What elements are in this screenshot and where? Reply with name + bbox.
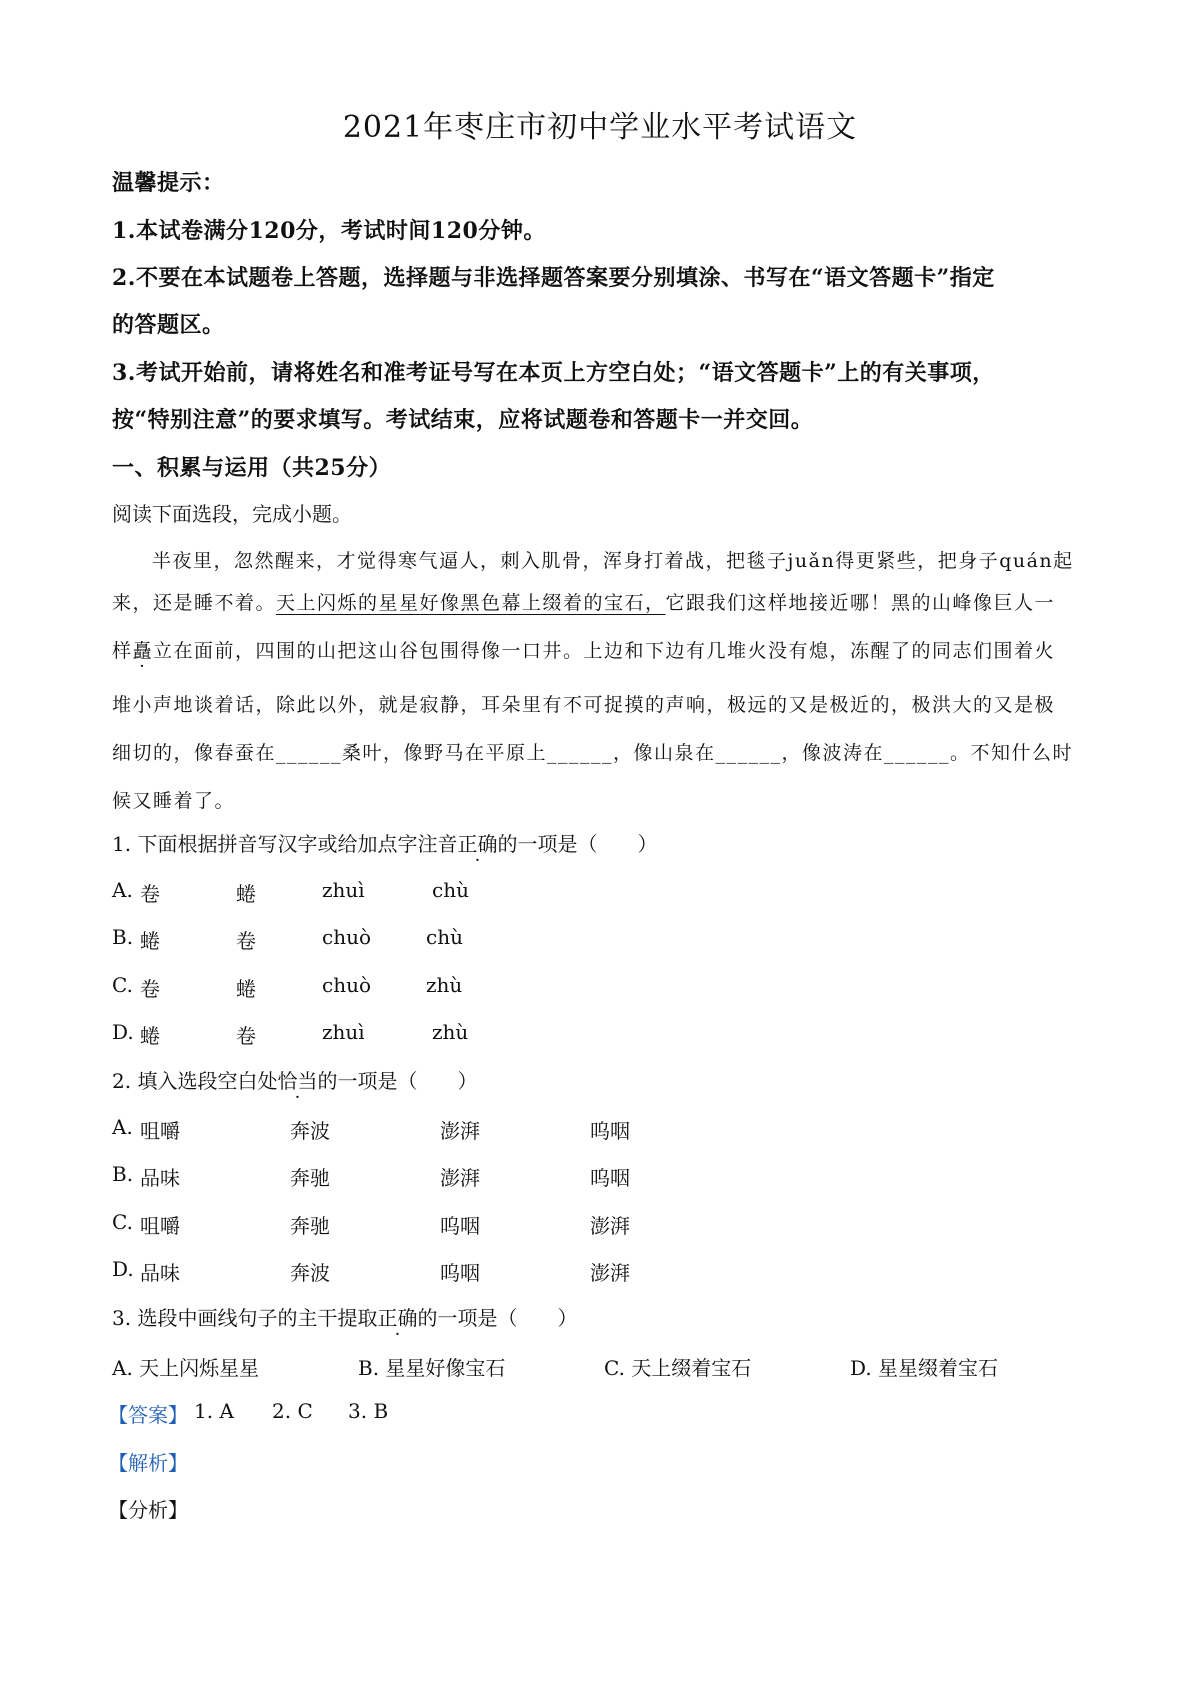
option-item: 澎湃	[590, 1261, 630, 1285]
option-item: 天上闪烁星星	[139, 1356, 260, 1380]
option-item: 奔波	[290, 1119, 330, 1143]
option-letter: C.	[112, 1210, 133, 1234]
page-title: 2021年枣庄市初中学业水平考试语文	[342, 110, 858, 145]
option-item: chuò	[322, 973, 372, 997]
q3-stem-text: 3. 选段中画线句子的主干提取	[112, 1306, 378, 1330]
section-heading: 一、积累与运用（共25分）	[112, 455, 392, 481]
answer-2: 2. C	[272, 1399, 313, 1423]
passage-line-5: 细切的，像春蚕在______桑叶，像野马在平原上______，像山泉在______，像波涛在______。不知什么时	[112, 742, 1074, 764]
option-letter: D.	[112, 1020, 134, 1044]
fenxi-tag: 【分析】	[108, 1498, 188, 1522]
option-letter: C.	[604, 1356, 625, 1380]
option-item: 天上缀着宝石	[631, 1356, 752, 1380]
option-letter: D.	[112, 1257, 134, 1281]
passage-text: 来，还是睡不着。	[112, 592, 277, 614]
option-item: chù	[432, 878, 469, 902]
answer-tag: 【答案】	[108, 1403, 188, 1427]
option-letter: A.	[112, 1356, 133, 1380]
option-item: 蜷	[236, 977, 256, 1001]
option-item: 卷	[140, 977, 160, 1001]
tip-3b: 按“特别注意”的要求填写。考试结束，应将试题卷和答题卡一并交回。	[112, 407, 814, 433]
option-item: 呜咽	[440, 1261, 480, 1285]
option-item: chuò	[322, 925, 372, 949]
option-item: 星星好像宝石	[385, 1356, 506, 1380]
q2-dotted-word: 恰当	[277, 1069, 318, 1093]
answer-3: 3. B	[348, 1399, 389, 1423]
option-item: 咀嚼	[140, 1214, 180, 1238]
option-item: 澎湃	[440, 1119, 480, 1143]
option-letter: A.	[112, 878, 133, 902]
option-item: 卷	[236, 1024, 256, 1048]
option-letter: B.	[358, 1356, 380, 1380]
option-letter: D.	[850, 1356, 872, 1380]
option-item: 澎湃	[590, 1214, 630, 1238]
option-item: 咀嚼	[140, 1119, 180, 1143]
q3-stem-text: 的一项是（ ）	[417, 1306, 578, 1330]
passage-line-1: 半夜里，忽然醒来，才觉得寒气逼人，刺入肌骨，浑身打着战，把毯子juǎn得更紧些，把身子quán起	[152, 550, 1074, 572]
option-item: zhù	[426, 973, 463, 997]
option-item: 卷	[236, 929, 256, 953]
q2-stem-text: 的一项是（ ）	[317, 1069, 478, 1093]
dotted-char: 矗	[132, 640, 154, 662]
passage-text: 立在面前，四围的山把这山谷包围得像一口井。上边和下边有几堆火没有熄，冻醒了的同志们围着火	[153, 640, 1056, 662]
option-item: 呜咽	[590, 1166, 630, 1190]
option-item: 呜咽	[440, 1214, 480, 1238]
option-item: chù	[426, 925, 463, 949]
tip-1: 1.本试卷满分120分，考试时间120分钟。	[112, 218, 546, 244]
option-item: zhuì	[322, 1020, 365, 1044]
tip-2a: 2.不要在本试题卷上答题，选择题与非选择题答案要分别填涂、书写在“语文答题卡”指定	[112, 265, 995, 291]
passage-line-4: 堆小声地谈着话，除此以外，就是寂静，耳朵里有不可捉摸的声响，极远的又是极近的，极洪大的又是极	[112, 694, 1056, 716]
option-item: 品味	[140, 1261, 180, 1285]
option-item: 奔波	[290, 1261, 330, 1285]
answer-1: 1. A	[194, 1399, 234, 1423]
tips-heading: 温馨提示：	[112, 170, 225, 196]
option-item: 蜷	[140, 1024, 160, 1048]
option-letter: B.	[112, 925, 134, 949]
option-letter: C.	[112, 973, 133, 997]
option-item: zhuì	[322, 878, 365, 902]
option-item: 奔驰	[290, 1214, 330, 1238]
q1-stem-text: 的一项是（ ）	[497, 832, 658, 856]
passage-text: 它跟我们这样地接近哪！黑的山峰像巨人一	[665, 592, 1056, 614]
tip-2b: 的答题区。	[112, 312, 225, 338]
q2-stem	[112, 1065, 477, 1094]
passage-line-3	[112, 636, 1055, 663]
underlined-sentence: 天上闪烁的星星好像黑色幕上缀着的宝石，	[276, 592, 666, 614]
q1-stem	[112, 828, 657, 857]
q3-stem	[112, 1302, 577, 1331]
q1-stem-text: 1. 下面根据拼音写汉字或给加点字注音	[112, 832, 458, 856]
q3-option-d[interactable]	[850, 1352, 998, 1381]
passage-text: 样	[112, 640, 133, 662]
option-item: zhù	[432, 1020, 469, 1044]
option-item: 品味	[140, 1166, 180, 1190]
q3-option-a[interactable]	[112, 1352, 259, 1381]
option-item: 卷	[140, 882, 160, 906]
q1-dotted-word: 正确	[457, 832, 498, 856]
option-item: 呜咽	[590, 1119, 630, 1143]
passage-line-6: 候又睡着了。	[112, 790, 236, 812]
q3-option-b[interactable]	[358, 1352, 505, 1381]
passage-line-2	[112, 588, 1055, 615]
q2-stem-text: 2. 填入选段空白处	[112, 1069, 278, 1093]
q3-dotted-word: 正确	[377, 1306, 418, 1330]
option-letter: B.	[112, 1162, 134, 1186]
option-item: 星星缀着宝石	[878, 1356, 999, 1380]
option-letter: A.	[112, 1115, 133, 1139]
option-item: 奔驰	[290, 1166, 330, 1190]
option-item: 蜷	[236, 882, 256, 906]
option-item: 蜷	[140, 929, 160, 953]
tip-3a: 3.考试开始前，请将姓名和准考证号写在本页上方空白处；“语文答题卡”上的有关事项，	[112, 360, 995, 386]
instruction: 阅读下面选段，完成小题。	[112, 502, 352, 526]
q3-option-c[interactable]	[604, 1352, 751, 1381]
option-item: 澎湃	[440, 1166, 480, 1190]
analysis-tag: 【解析】	[108, 1451, 188, 1475]
